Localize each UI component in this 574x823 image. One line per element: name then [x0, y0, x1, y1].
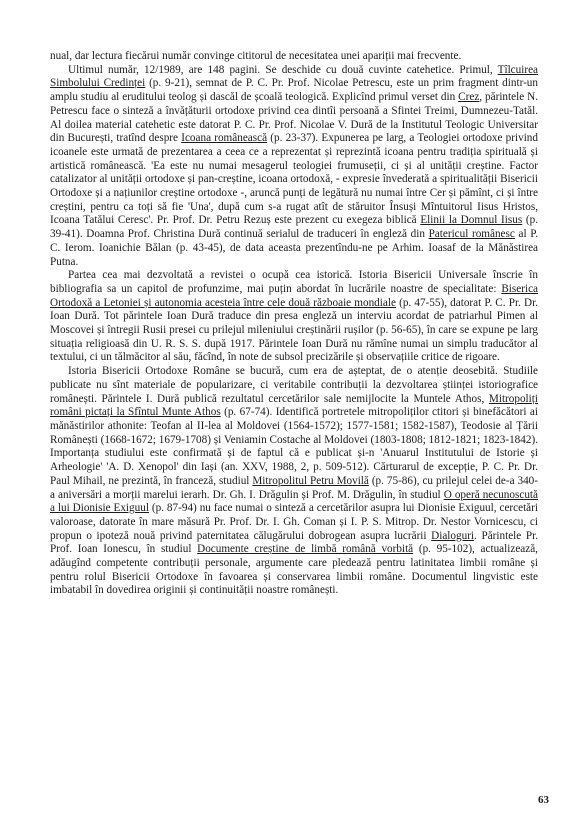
document-body [50, 50, 538, 598]
cited-title: Patericul românesc [428, 228, 515, 241]
paragraph [50, 269, 538, 365]
text-run: (p. 95-102), actualizează, adăugînd competente contribuții personale, argumente care pledează pentru latinitatea limbii române și pentru rolul Bisericii Ortodoxe în favoarea și conservarea limbii române. Documentul lingvistic este imbatabil în dovedirea originii și continuității noastre românești. [50, 543, 538, 597]
text-run: (p. 87-94) nu face numai o sinteză a cercetărilor asupra lui Dionisie Exiguul, cercetări valoroase, datorate în mare măsură Pr. Prof. Dr. I. Gh. Coman și I. P. S. Mitrop. Dr. Nestor Vornicescu, ci propun o ipoteză nouă privind paternitatea călugărului dobrogean asupra lucrării [50, 502, 538, 542]
text-run: (p. 9-21), semnat de P. C. Pr. Prof. Nicolae Petrescu, este un prim fragment dintr-un amplu studiu al eruditului teolog și dascăl de școală teologică. Explicînd primul verset din [50, 77, 538, 104]
cited-title: Mitropoliți români pictați la Sfîntul Munte Athos [50, 392, 538, 419]
text-run: Partea cea mai dezvoltată a revistei o ocupă cea istorică. Istoria Bisericii Universale înscrie în bibliografia sa un capitol de profunzime, mai puțin abordat în lucrările noastre de specialitate: [50, 269, 538, 295]
paragraph [50, 50, 538, 64]
cited-title: Tîlcuirea Simbolului Credinței [50, 63, 538, 90]
cited-title: Biserica Ortodoxă a Letoniei și autonomia acesteia între cele două războaie mondiale [50, 282, 538, 309]
text-run: Ultimul număr, 12/1989, are 148 pagini. Se deschide cu două cuvinte catehetice. Primul, [68, 63, 498, 76]
text-run: . Părintele Pr. Prof. Ioan Ionescu, în studiul [50, 529, 538, 556]
text-run: (p. 23-37). Expunerea pe larg, a Teologiei ortodoxe privind icoanele este urmată de prezentarea a ceea ce a reprezentat și reprezintă icoana pentru tradiția spirituală și artistică românească. 'Ea este nu numai mesagerul teologiei frumuseții, ci și al unității creștine. Factor catalizator al unității ortodoxe și pan-creștine, icoana ortodoxă, - expresie învederată a spiritualității Bisericii Ortodoxe și a națiunilor creștine ortodoxe -, aruncă punți de legătură nu numai între Cer și pămînt, ci și între creștini, pentru ca toți să fie 'Una', după cum s-a rugat atît de stăruitor Însuși Mîntuitorul Iisus Hristos, Icoana Tatălui Ceresc'. Pr. Prof. Dr. Petru Rezuș este prezent cu exegeza biblică [50, 132, 538, 227]
text-run: nual, dar lectura fiecărui număr convinge cititorul de necesitatea unei apariții mai frecvente. [50, 50, 462, 62]
cited-title: Crez [458, 91, 480, 104]
paragraph [50, 365, 538, 598]
text-run: al P. C. Ierom. Ioanichie Bălan (p. 43-45), de data aceasta prezentîndu-ne pe Arhim. Ioasaf de la Mănăstirea Putna. [50, 228, 538, 268]
cited-title: Dialoguri [431, 529, 475, 542]
text-run: (p. 47-55), datorat P. C. Pr. Dr. Ioan Dură. Tot părintele Ioan Dură traduce din presa engleză un interviu acordat de patriarhul Pimen al Moscovei și întregii Rusii presei cu prilejul mileniului creștinării rușilor (p. 56-65), în care se expune pe larg situația religioasă din U. R. S. S. după 1917. Părintele Ioan Dură nu rămîne numai un simplu traducător al textului, ci un tălmăcitor al său, făcînd, în note de subsol precizările și observațiile critice de rigoare. [50, 296, 538, 364]
page-number: 63 [538, 794, 549, 806]
text-run: Istoria Bisericii Ortodoxe Române se bucură, cum era de așteptat, de o atenție deosebită. Studiile publicate nu sînt materiale de popularizare, ci veritabile contribuții la dezvoltarea științei istoriografice românești. Părintele I. Dură publică rezultatul cercetărilor sale nemijlocite la Muntele Athos, [50, 365, 538, 405]
cited-title: Documente creștine de limbă română vorbită [197, 543, 414, 556]
text-run: (p. 67-74). Identifică portretele mitropoliților ctitori și binefăcători ai mănăstirilor athonite: Teofan al II-lea al Moldovei (1564-1572); 1577-1581; 1582-1587), Teodosie al Țării Românești (1668-1672; 1679-1708) și Veniamin Costache al Moldovei (1803-1808; 1812-1821; 1823-1842). Importanța studiului este confirmată și de faptul că e publicat și-n 'Anuarul Institutului de Istorie și Arheologie' 'A. D. Xenopol' din Iași (an. XXV, 1988, 2, p. 509-512). Cărturarul de excepție, P. C. Pr. Dr. Paul Mihail, ne prezintă, în franceză, studiul [50, 406, 538, 487]
text-run: , părintele N. Petrescu face o sinteză a învățăturii ortodoxe privind cea dintîi persoană a Sfintei Treimi, Dumnezeu-Tatăl. Al doilea material catehetic este datorat P. C. Pr. Prof. Nicolae V. Dură de la Institutul Teologic Universitar din București, tratînd despre [50, 91, 538, 145]
cited-title: O operă necunoscută a lui Dionisie Exiguul [50, 488, 538, 515]
text-run: (p. 39-41). Doamna Prof. Christina Dură continuă serialul de traduceri în engleză din [50, 214, 538, 241]
cited-title: Elinii la Domnul Iisus [420, 214, 523, 227]
cited-title: Mitropolitul Petru Movilă [252, 474, 369, 487]
text-run: (p. 75-86), cu prilejul celei de-a 340-a aniversări a morții marelui ierarh. Dr. Gh. I. Drăgulin și Prof. M. Drăgulin, în studiul [50, 474, 538, 501]
paragraph [50, 64, 538, 270]
cited-title: Icoana românească [181, 132, 268, 145]
